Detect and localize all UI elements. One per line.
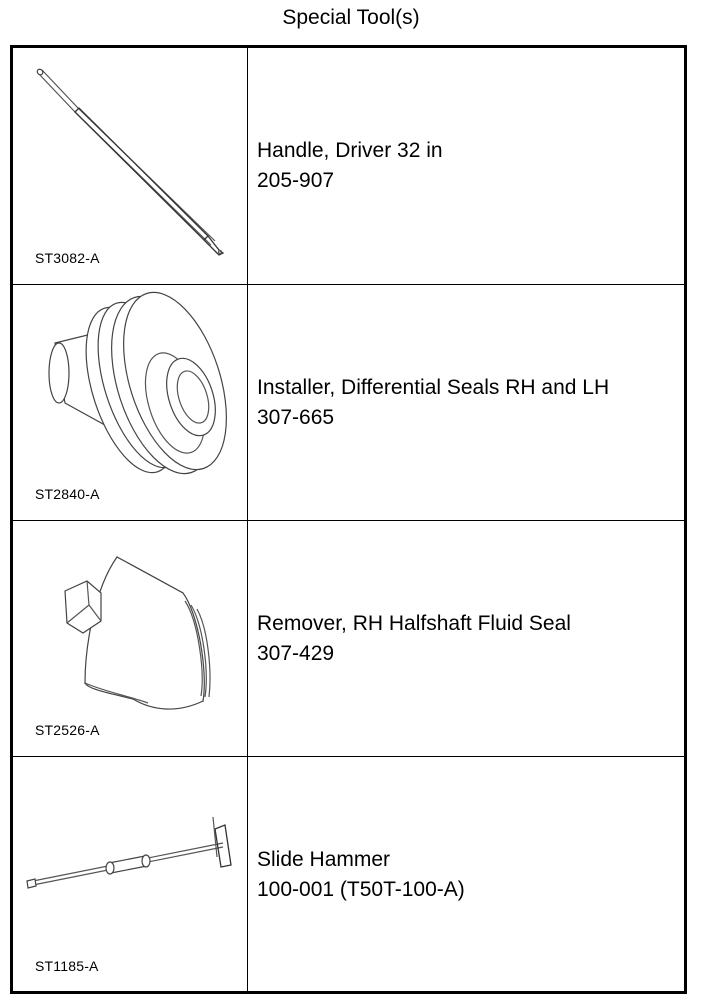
tool-image-cell	[13, 285, 248, 520]
tool-image-id: ST3082-A	[35, 250, 100, 266]
driver-handle-icon	[13, 48, 247, 284]
table-row	[13, 48, 684, 284]
tool-number: 307-429	[257, 641, 335, 665]
table-row	[13, 520, 684, 756]
tool-description-cell	[257, 521, 681, 756]
tool-image-id: ST1185-A	[35, 958, 99, 974]
tool-image-cell	[13, 521, 248, 756]
table-row	[13, 284, 684, 520]
tool-name: Remover, RH Halfshaft Fluid Seal	[257, 611, 571, 635]
tool-image-id: ST2840-A	[35, 486, 100, 502]
tool-number: 307-665	[257, 405, 335, 429]
tool-description-cell	[257, 285, 681, 520]
tool-image-cell	[13, 48, 248, 284]
tool-name: Handle, Driver 32 in	[257, 139, 443, 162]
special-tools-table	[10, 45, 687, 994]
tool-name: Installer, Differential Seals RH and LH	[257, 375, 610, 399]
tool-description-cell	[257, 757, 681, 992]
tool-description-cell	[257, 48, 681, 284]
tool-image-id: ST2526-A	[35, 722, 100, 738]
page-title: Special Tool(s)	[282, 6, 420, 29]
tool-number: 100-001 (T50T-100-A)	[257, 877, 465, 901]
tool-number: 205-907	[257, 169, 335, 192]
tool-name: Slide Hammer	[257, 847, 391, 871]
tool-image-cell	[13, 757, 248, 992]
table-row	[13, 756, 684, 992]
